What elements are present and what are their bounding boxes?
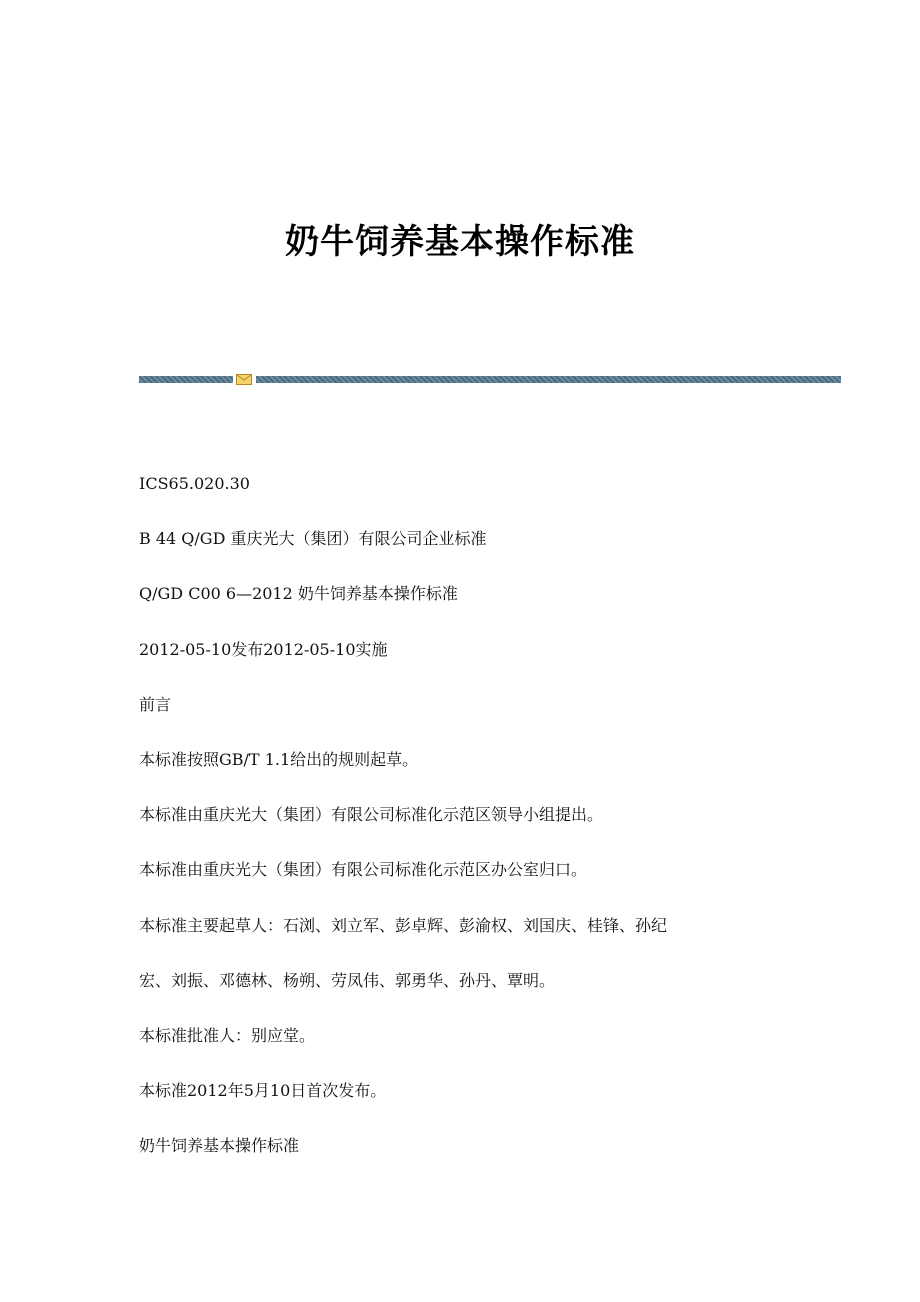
document-body bbox=[139, 470, 779, 1187]
paragraph-first-release: 本标准2012年5月10日首次发布。 bbox=[139, 1081, 387, 1101]
standard-number: Q/GD C00 6—2012 奶牛饲养基本操作标准 bbox=[139, 584, 458, 604]
document-title: 奶牛饲养基本操作标准 bbox=[285, 222, 635, 262]
section-title: 奶牛饲养基本操作标准 bbox=[139, 1136, 300, 1156]
paragraph-proposed-by: 本标准由重庆光大（集团）有限公司标准化示范区领导小组提出。 bbox=[139, 805, 604, 825]
paragraph-approver: 本标准批准人：别应堂。 bbox=[139, 1025, 316, 1045]
paragraph-drafting-rules: 本标准按照GB/T 1.1给出的规则起草。 bbox=[139, 749, 419, 769]
title-divider bbox=[139, 376, 841, 383]
paragraph-drafters-line2: 宏、刘振、邓德林、杨朔、劳凤伟、郭勇华、孙丹、覃明。 bbox=[139, 970, 556, 990]
envelope-icon bbox=[236, 374, 252, 385]
divider-bar-left bbox=[139, 376, 233, 383]
paragraph-administered-by: 本标准由重庆光大（集团）有限公司标准化示范区办公室归口。 bbox=[139, 860, 588, 880]
standard-header: B 44 Q/GD 重庆光大（集团）有限公司企业标准 bbox=[139, 529, 487, 549]
ics-code: ICS65.020.30 bbox=[139, 474, 250, 493]
foreword-heading: 前言 bbox=[139, 694, 172, 714]
paragraph-drafters-line1: 本标准主要起草人：石浏、刘立军、彭卓辉、彭渝权、刘国庆、桂锋、孙纪 bbox=[139, 915, 668, 935]
publish-dates: 2012-05-10发布2012-05-10实施 bbox=[139, 639, 388, 659]
divider-bar-right bbox=[256, 376, 841, 383]
